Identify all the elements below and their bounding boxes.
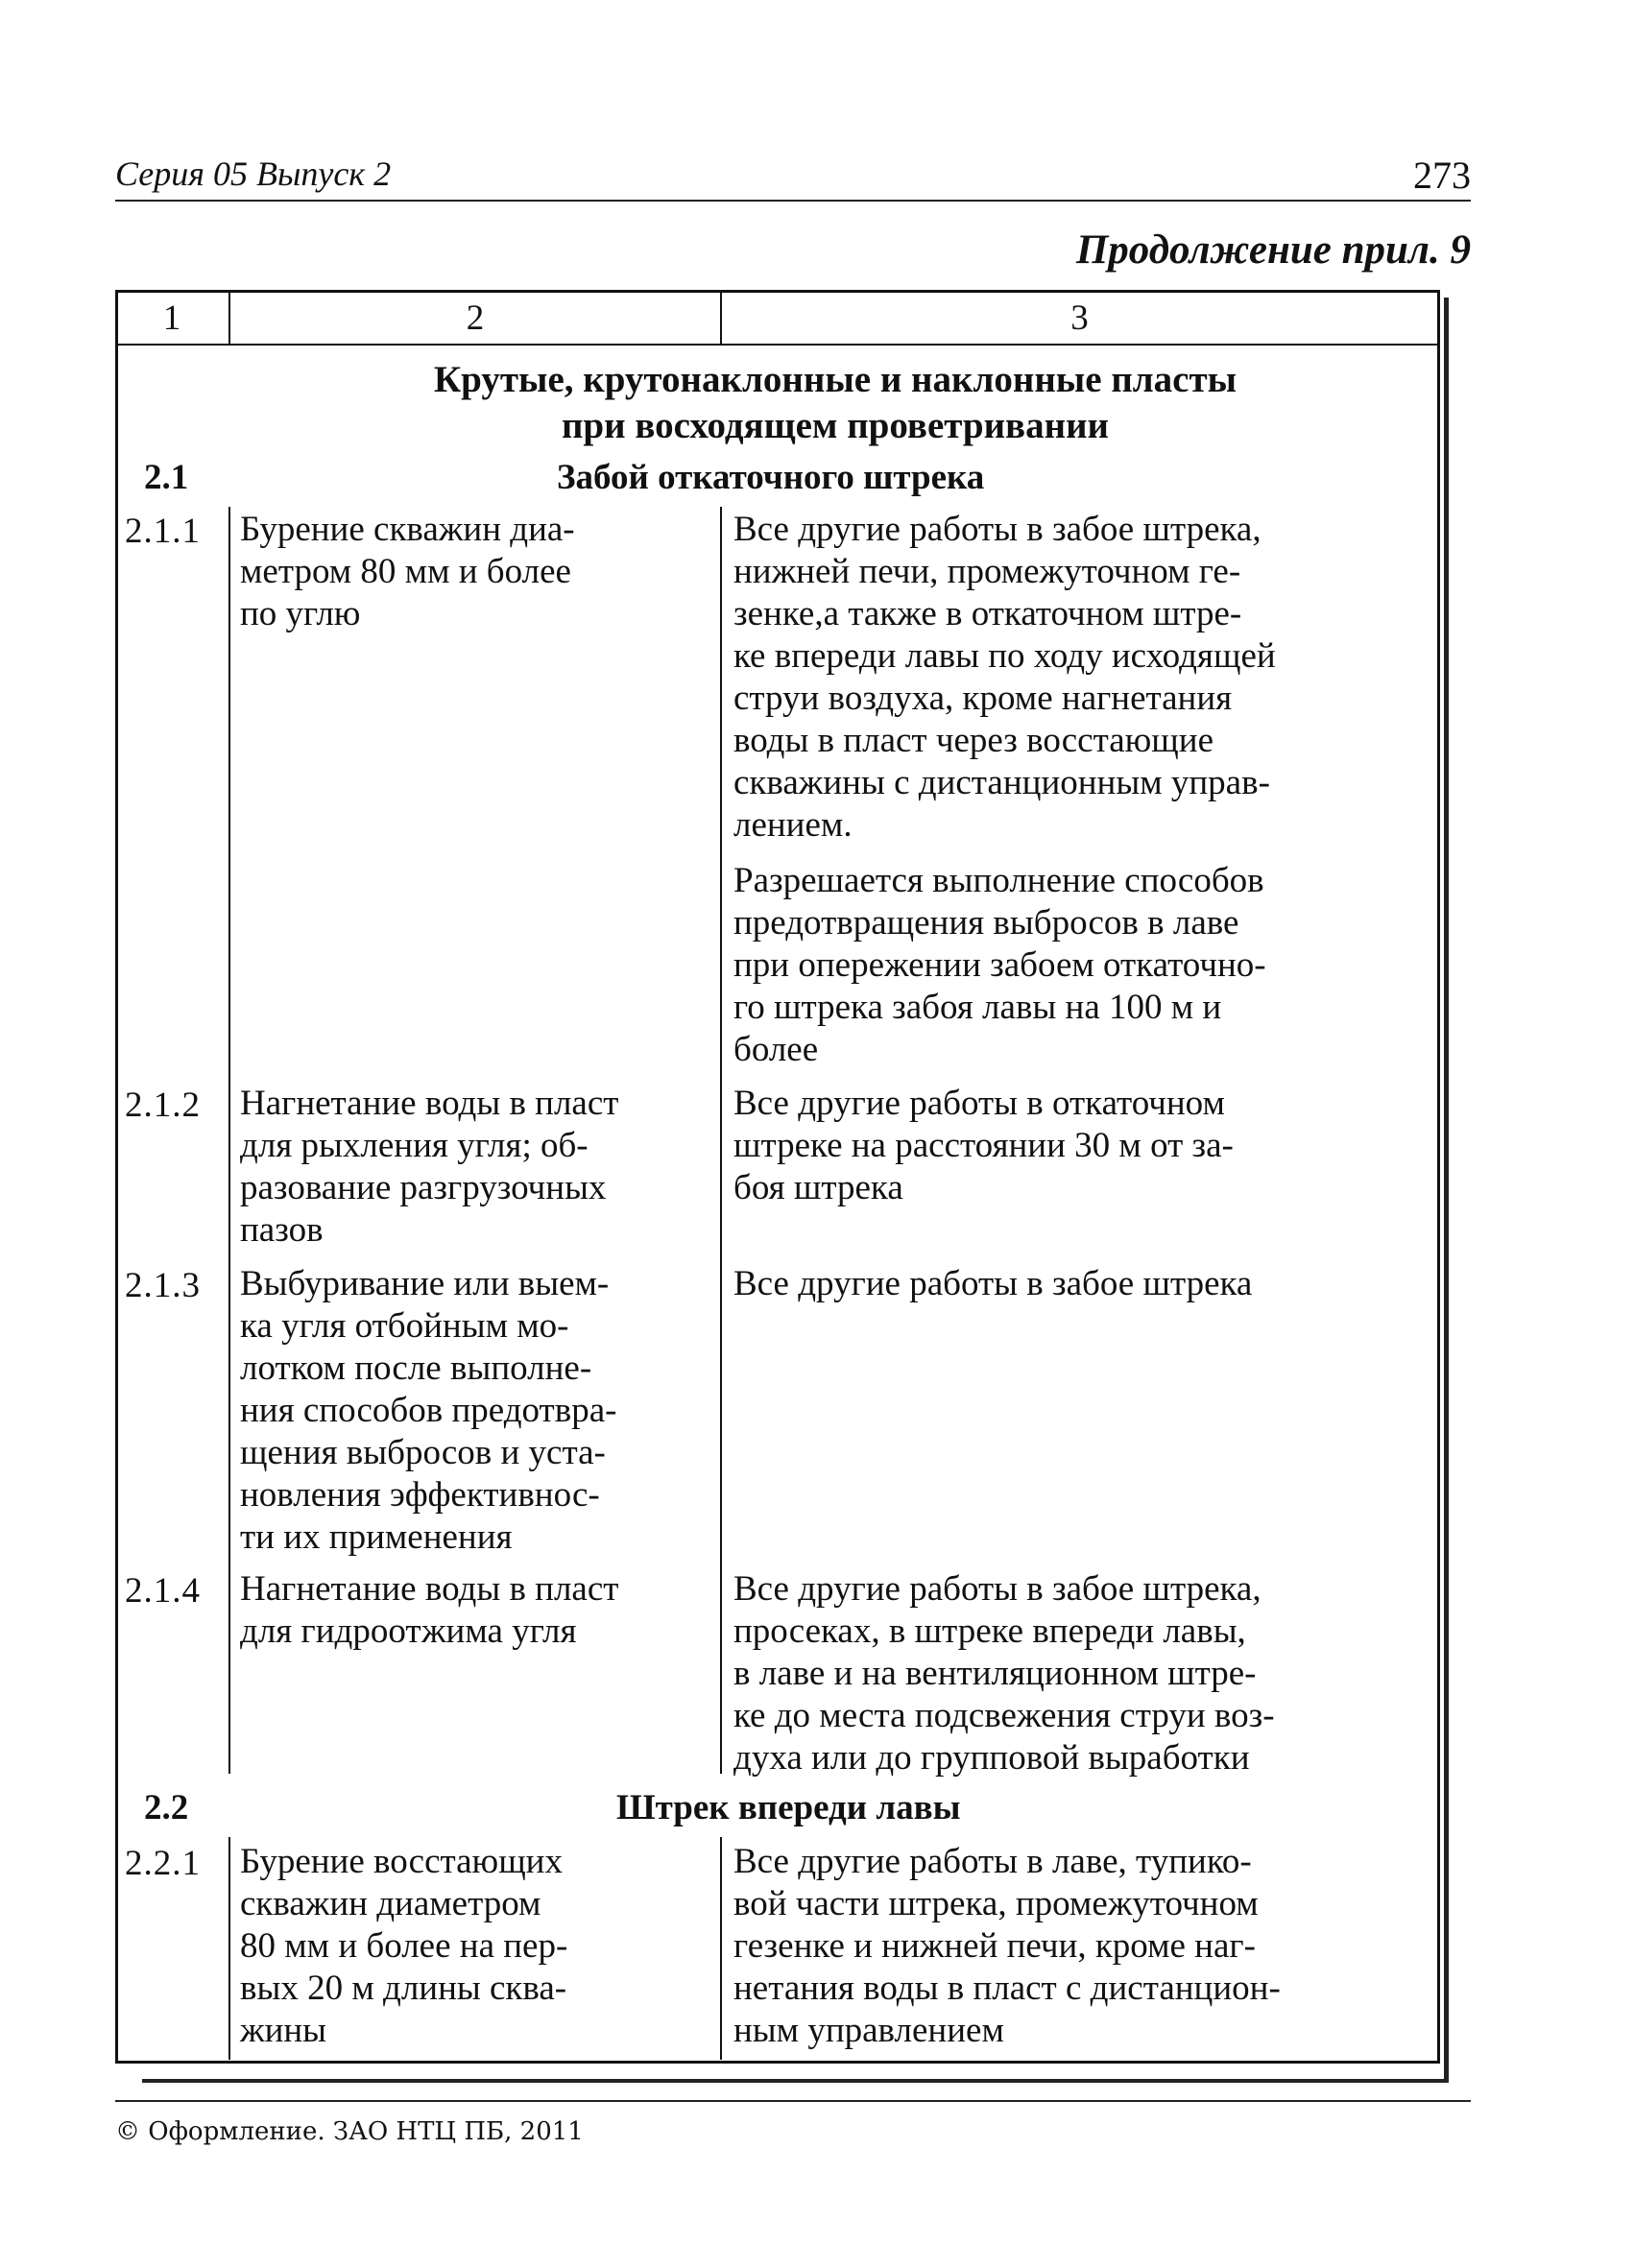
forbidden-line: боя штрека [733, 1168, 903, 1207]
forbidden-line: воды в пласт через восстающие [733, 721, 1213, 760]
work-line: щения выбросов и уста- [240, 1433, 606, 1472]
forbidden-line: Все другие работы в забое штрека [733, 1264, 1253, 1303]
page-header [115, 144, 1471, 202]
row-number: 2.1.3 [125, 1266, 201, 1305]
forbidden-line: Все другие работы в откаточном [733, 1084, 1225, 1123]
col-divider-2 [720, 507, 722, 1774]
work-line: Выбуривание или выем- [240, 1264, 610, 1303]
col-header-3: 3 [1070, 298, 1089, 338]
forbidden-line: скважины с дистанционным управ- [733, 763, 1270, 802]
note-line: предотвращения выбросов в лаве [733, 903, 1239, 943]
note-line: Разрешается выполнение способов [733, 861, 1264, 900]
note-line: го штрека забоя лавы на 100 м и [733, 988, 1222, 1027]
section-title [230, 357, 1440, 449]
work-line: Бурение восстающих [240, 1842, 563, 1881]
row-forbidden [733, 1083, 1234, 1209]
footer-divider [115, 2100, 1471, 2102]
row-forbidden [733, 1263, 1252, 1305]
row-work [240, 509, 575, 635]
work-line: Нагнетание воды в пласт [240, 1569, 619, 1609]
forbidden-line: штреке на расстоянии 30 м от за- [733, 1126, 1234, 1165]
forbidden-line: ке впереди лавы по ходу исходящей [733, 636, 1276, 676]
header-col-divider-2 [720, 293, 722, 345]
table-shadow-bottom [142, 2079, 1449, 2083]
forbidden-line: ным управлением [733, 2011, 1004, 2050]
work-line: метром 80 мм и более [240, 552, 571, 591]
note-line: при опережении забоем откаточно- [733, 945, 1266, 985]
row-note [733, 860, 1266, 1071]
header-col-divider-1 [228, 293, 230, 345]
row-forbidden [733, 1841, 1281, 2052]
work-line: ка угля отбойным мо- [240, 1306, 569, 1346]
forbidden-line: нетания воды в пласт с дистанцион- [733, 1969, 1281, 2008]
work-line: 80 мм и более на пер- [240, 1926, 568, 1966]
work-line: скважин диаметром [240, 1884, 541, 1923]
col-header-2: 2 [466, 298, 485, 338]
work-line: новления эффективнос- [240, 1475, 600, 1515]
col-divider-1 [228, 1837, 230, 2060]
section-title-line: при восходящем проветривании [561, 405, 1110, 446]
table-shadow-right [1444, 298, 1449, 2083]
row-number: 2.1.1 [125, 512, 201, 551]
work-line: для гидроотжима угля [240, 1611, 577, 1651]
header-divider [118, 344, 1437, 346]
work-line: ти их применения [240, 1517, 513, 1557]
col-divider-1 [228, 507, 230, 1774]
forbidden-line: зенке,а также в откаточном штре- [733, 594, 1242, 633]
row-work [240, 1083, 618, 1252]
forbidden-line: Все другие работы в забое штрека, [733, 510, 1262, 549]
subsection-number: 2.1 [144, 458, 189, 497]
subsection-number: 2.2 [144, 1788, 189, 1827]
row-work [240, 1841, 567, 2052]
forbidden-line: нижней печи, промежуточном ге- [733, 552, 1241, 591]
row-number: 2.1.4 [125, 1571, 201, 1611]
row-number: 2.2.1 [125, 1844, 201, 1883]
continuation-label: Продолжение прил. 9 [1075, 227, 1471, 273]
work-line: ния способов предотвра- [240, 1391, 617, 1430]
work-line: лотком после выполне- [240, 1349, 592, 1388]
section-title-line: Крутые, крутонаклонные и наклонные пласты [433, 359, 1238, 400]
row-number: 2.1.2 [125, 1086, 201, 1125]
forbidden-line: в лаве и на вентиляционном штре- [733, 1654, 1257, 1693]
forbidden-line: ке до места подсвежения струи воз- [733, 1696, 1275, 1735]
forbidden-line: Все другие работы в лаве, тупико- [733, 1842, 1252, 1881]
row-work [240, 1568, 618, 1653]
row-work [240, 1263, 616, 1559]
work-line: Нагнетание воды в пласт [240, 1084, 619, 1123]
forbidden-line: струи воздуха, кроме нагнетания [733, 679, 1233, 718]
work-line: разование разгрузочных [240, 1168, 607, 1207]
subsection-title: Забой откаточного штрека [557, 458, 985, 497]
forbidden-line: гезенке и нижней печи, кроме наг- [733, 1926, 1256, 1966]
footer-copyright: © Оформление. ЗАО НТЦ ПБ, 2011 [115, 2117, 584, 2146]
work-line: для рыхления угля; об- [240, 1126, 589, 1165]
col-header-1: 1 [162, 298, 181, 338]
row-forbidden [733, 1568, 1275, 1779]
page-number: 273 [1413, 154, 1471, 197]
work-line: пазов [240, 1210, 324, 1250]
work-line: жины [240, 2011, 327, 2050]
col-divider-2 [720, 1837, 722, 2060]
row-forbidden [733, 509, 1276, 847]
forbidden-line: вой части штрека, промежуточном [733, 1884, 1259, 1923]
forbidden-line: просеках, в штреке впереди лавы, [733, 1611, 1246, 1651]
work-line: вых 20 м длины сква- [240, 1969, 567, 2008]
work-line: Бурение скважин диа- [240, 510, 575, 549]
work-line: по углю [240, 594, 361, 633]
note-line: более [733, 1030, 819, 1069]
forbidden-line: духа или до групповой выработки [733, 1738, 1250, 1778]
forbidden-line: лением. [733, 805, 853, 845]
series-label: Серия 05 Выпуск 2 [115, 155, 392, 193]
subsection-title: Штрек впереди лавы [616, 1788, 961, 1827]
forbidden-line: Все другие работы в забое штрека, [733, 1569, 1262, 1609]
